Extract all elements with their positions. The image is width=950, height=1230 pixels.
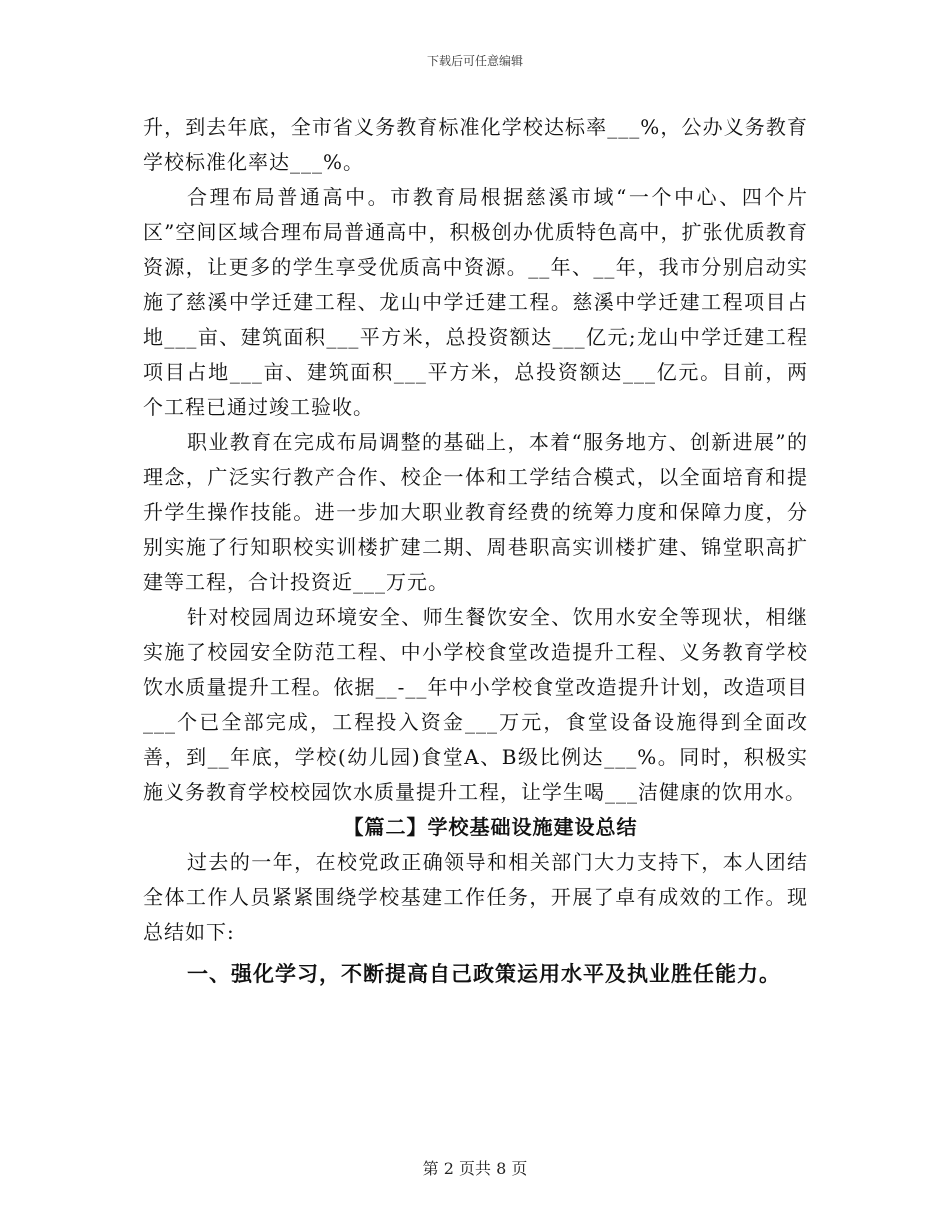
document-body <box>143 110 808 991</box>
paragraph-high-school-layout: 合理布局普通高中。市教育局根据慈溪市域“一个中心、四个片区”空间区域合理布局普通高中，积极创办优质特色高中，扩张优质教育资源，让更多的学生享受优质高中资源。__年、__年，我市分别启动实施了慈溪中学迁建工程、龙山中学迁建工程。慈溪中学迁建工程项目占地___亩、建筑面积___平方米，总投资额达___亿元;龙山中学迁建工程项目占地___亩、建筑面积___平方米，总投资额达___亿元。目前，两个工程已通过竣工验收。 <box>143 185 808 419</box>
section-title: 【篇二】学校基础设施建设总结 <box>343 815 638 839</box>
page-header: 下载后可任意编辑 <box>426 54 523 68</box>
paragraph-vocational-education: 职业教育在完成布局调整的基础上，本着“服务地方、创新进展”的理念，广泛实行教产合作、校企一体和工学结合模式，以全面培育和提升学生操作技能。进一步加大职业教育经费的统筹力度和保障力度，分别实施了行知职校实训楼扩建二期、周巷职高实训楼扩建、锦堂职高扩建等工程，合计投资近___万元。 <box>143 430 808 594</box>
subheading: 一、强化学习，不断提高自己政策运用水平及执业胜任能力。 <box>187 961 781 986</box>
page-number: 第 2 页共 8 页 <box>422 1159 528 1178</box>
paragraph-section-intro: 过去的一年，在校党政正确领导和相关部门大力支持下，本人团结全体工作人员紧紧围绕学校基建工作任务，开展了卓有成效的工作。现总结如下: <box>143 850 808 944</box>
paragraph-continuation: 升，到去年底，全市省义务教育标准化学校达标率___%，公办义务教育学校标准化率达___%。 <box>143 115 808 174</box>
paragraph-campus-safety: 针对校园周边环境安全、师生餐饮安全、饮用水安全等现状，相继实施了校园安全防范工程、中小学校食堂改造提升工程、义务教育学校饮水质量提升工程。依据__-__年中小学校食堂改造提升计划，改造项目___个已全部完成，工程投入资金___万元，食堂设备设施得到全面改善，到__年底，学校(幼儿园)食堂A、B级比例达___%。同时，积极实施义务教育学校校园饮水质量提升工程，让学生喝___洁健康的饮用水。 <box>143 605 808 804</box>
